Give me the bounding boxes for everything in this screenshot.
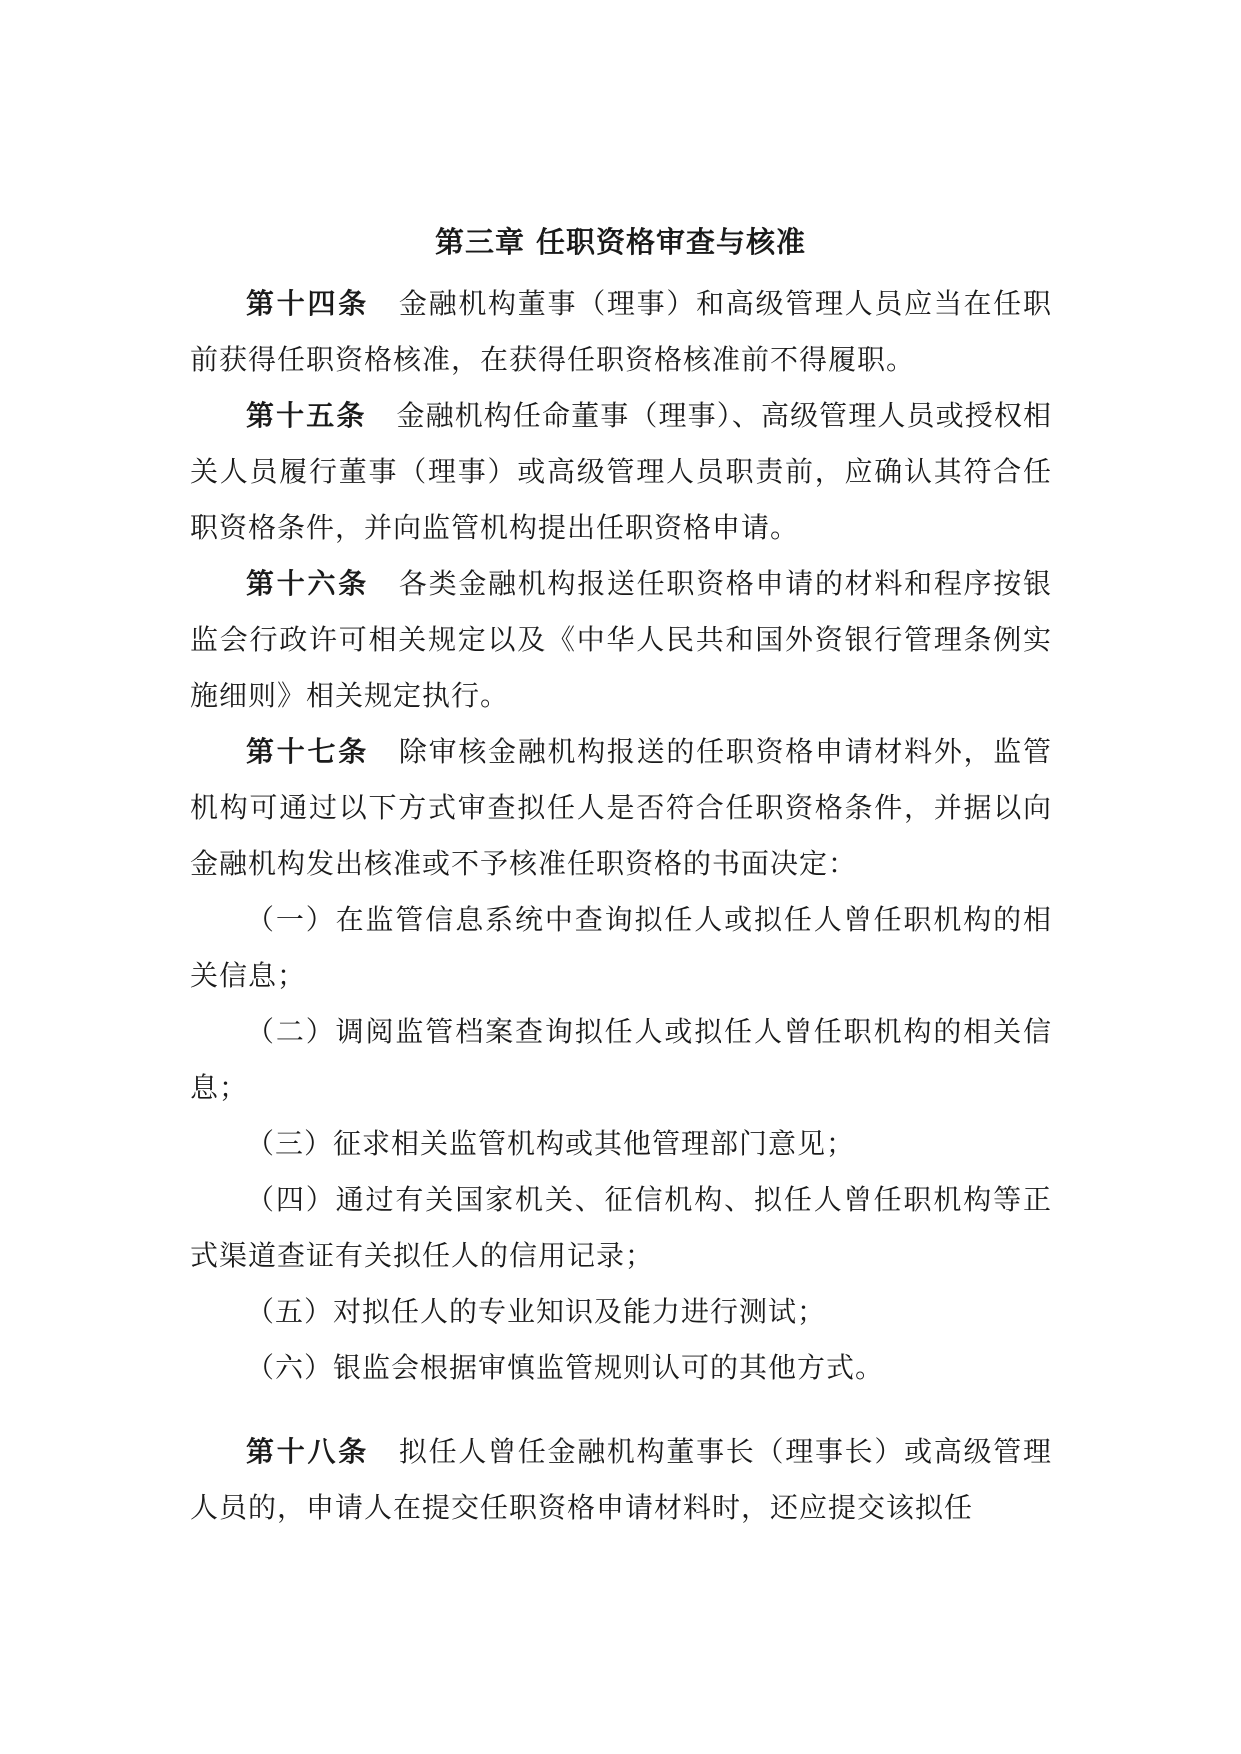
article-17-item-4: （四）通过有关国家机关、征信机构、拟任人曾任职机构等正式渠道查证有关拟任人的信用记录； <box>190 1183 1052 1272</box>
article-17-item-1: （一）在监管信息系统中查询拟任人或拟任人曾任职机构的相关信息； <box>190 903 1052 992</box>
article-text: 拟任人曾任金融机构董事长（理事长）或高级管理人员的，申请人在提交任职资格申请材料时，还应提交该拟任 <box>190 1435 1052 1524</box>
article-number: 第十四条 <box>246 287 369 320</box>
article-text: 金融机构董事（理事）和高级管理人员应当在任职前获得任职资格核准，在获得任职资格核准前不得履职。 <box>190 287 1052 376</box>
article-17-item-3: （三）征求相关监管机构或其他管理部门意见； <box>246 1127 856 1160</box>
article-17-item-5: （五）对拟任人的专业知识及能力进行测试； <box>246 1295 827 1328</box>
article-number: 第十六条 <box>246 567 369 600</box>
article-15 <box>190 388 1052 556</box>
article-18 <box>190 1424 1052 1536</box>
article-text: 除审核金融机构报送的任职资格申请材料外，监管机构可通过以下方式审查拟任人是否符合任职资格条件，并据以向金融机构发出核准或不予核准任职资格的书面决定： <box>190 735 1052 880</box>
article-17-item-2: （二）调阅监管档案查询拟任人或拟任人曾任职机构的相关信息； <box>190 1015 1052 1104</box>
article-16 <box>190 556 1052 724</box>
article-17 <box>190 724 1052 892</box>
article-14 <box>190 276 1052 388</box>
article-number: 第十七条 <box>246 735 369 768</box>
article-number: 第十八条 <box>246 1435 369 1468</box>
article-text: 各类金融机构报送任职资格申请的材料和程序按银监会行政许可相关规定以及《中华人民共和国外资银行管理条例实施细则》相关规定执行。 <box>190 567 1052 712</box>
article-text: 金融机构任命董事（理事）、高级管理人员或授权相关人员履行董事（理事）或高级管理人员职责前，应确认其符合任职资格条件，并向监管机构提出任职资格申请。 <box>190 399 1052 544</box>
document-body <box>190 276 1052 1536</box>
article-number: 第十五条 <box>246 399 367 432</box>
article-17-item-6: （六）银监会根据审慎监管规则认可的其他方式。 <box>246 1351 885 1384</box>
chapter-title: 第三章 任职资格审查与核准 <box>434 225 807 259</box>
